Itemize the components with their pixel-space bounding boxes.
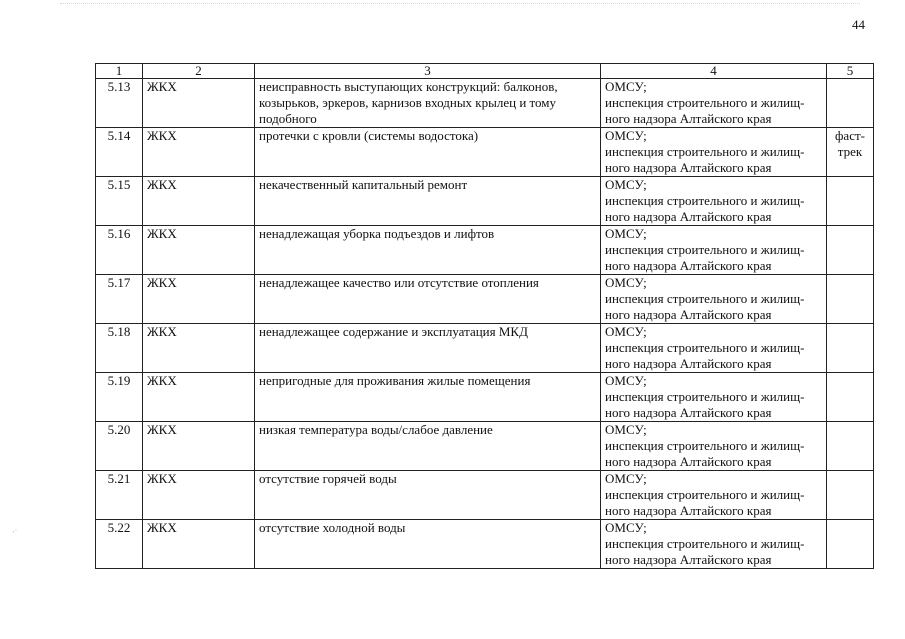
description-cell: ненадлежащая уборка подъездов и лифтов xyxy=(255,226,601,275)
table-row xyxy=(96,324,874,373)
row-number-cell: 5.14 xyxy=(96,128,143,177)
description-cell: непригодные для проживания жилые помещения xyxy=(255,373,601,422)
responsible-cell: ОМСУ; инспекция строительного и жилищ-ного надзора Алтайского края xyxy=(601,226,827,275)
description-cell: отсутствие холодной воды xyxy=(255,520,601,569)
row-number-cell: 5.13 xyxy=(96,79,143,128)
row-number-cell: 5.17 xyxy=(96,275,143,324)
responsible-cell: ОМСУ; инспекция строительного и жилищ-ного надзора Алтайского края xyxy=(601,422,827,471)
sphere-cell: ЖКХ xyxy=(143,520,255,569)
note-cell xyxy=(827,373,874,422)
row-number-cell: 5.18 xyxy=(96,324,143,373)
table-header-row xyxy=(96,64,874,79)
row-number-cell: 5.19 xyxy=(96,373,143,422)
note-cell xyxy=(827,79,874,128)
note-cell xyxy=(827,520,874,569)
sphere-cell: ЖКХ xyxy=(143,324,255,373)
header-col-2: 2 xyxy=(143,64,255,79)
note-cell xyxy=(827,324,874,373)
note-cell xyxy=(827,422,874,471)
responsible-cell: ОМСУ; инспекция строительного и жилищ-ного надзора Алтайского края xyxy=(601,275,827,324)
table-row xyxy=(96,128,874,177)
header-col-5: 5 xyxy=(827,64,874,79)
sphere-cell: ЖКХ xyxy=(143,422,255,471)
note-cell xyxy=(827,177,874,226)
description-cell: некачественный капитальный ремонт xyxy=(255,177,601,226)
table-row xyxy=(96,177,874,226)
row-number-cell: 5.21 xyxy=(96,471,143,520)
table-row xyxy=(96,520,874,569)
document-table xyxy=(95,63,874,569)
sphere-cell: ЖКХ xyxy=(143,79,255,128)
description-cell: неисправность выступающих конструкций: балконов, козырьков, эркеров, карнизов входных крылец и тому подобного xyxy=(255,79,601,128)
note-cell: фаст-трек xyxy=(827,128,874,177)
description-cell: ненадлежащее содержание и эксплуатация МКД xyxy=(255,324,601,373)
responsible-cell: ОМСУ; инспекция строительного и жилищ-ного надзора Алтайского края xyxy=(601,471,827,520)
sphere-cell: ЖКХ xyxy=(143,128,255,177)
scan-artifact-line xyxy=(60,3,860,4)
description-cell: протечки с кровли (системы водостока) xyxy=(255,128,601,177)
row-number-cell: 5.22 xyxy=(96,520,143,569)
table-row xyxy=(96,226,874,275)
responsible-cell: ОМСУ; инспекция строительного и жилищ-ного надзора Алтайского края xyxy=(601,79,827,128)
sphere-cell: ЖКХ xyxy=(143,226,255,275)
description-cell: отсутствие горячей воды xyxy=(255,471,601,520)
table-row xyxy=(96,373,874,422)
note-cell xyxy=(827,275,874,324)
scan-speck: ·˙ xyxy=(12,528,18,537)
page-number: 44 xyxy=(852,17,865,32)
responsible-cell: ОМСУ; инспекция строительного и жилищ-ного надзора Алтайского края xyxy=(601,128,827,177)
table-row xyxy=(96,422,874,471)
note-cell xyxy=(827,471,874,520)
sphere-cell: ЖКХ xyxy=(143,471,255,520)
header-col-1: 1 xyxy=(96,64,143,79)
header-col-3: 3 xyxy=(255,64,601,79)
header-col-4: 4 xyxy=(601,64,827,79)
row-number-cell: 5.16 xyxy=(96,226,143,275)
description-cell: ненадлежащее качество или отсутствие отопления xyxy=(255,275,601,324)
responsible-cell: ОМСУ; инспекция строительного и жилищ-ного надзора Алтайского края xyxy=(601,324,827,373)
note-cell xyxy=(827,226,874,275)
table-row xyxy=(96,79,874,128)
sphere-cell: ЖКХ xyxy=(143,177,255,226)
table-body xyxy=(96,64,874,569)
sphere-cell: ЖКХ xyxy=(143,373,255,422)
responsible-cell: ОМСУ; инспекция строительного и жилищ-ного надзора Алтайского края xyxy=(601,373,827,422)
sphere-cell: ЖКХ xyxy=(143,275,255,324)
responsible-cell: ОМСУ; инспекция строительного и жилищ-ного надзора Алтайского края xyxy=(601,520,827,569)
row-number-cell: 5.20 xyxy=(96,422,143,471)
table-row xyxy=(96,471,874,520)
responsible-cell: ОМСУ; инспекция строительного и жилищ-ного надзора Алтайского края xyxy=(601,177,827,226)
row-number-cell: 5.15 xyxy=(96,177,143,226)
description-cell: низкая температура воды/слабое давление xyxy=(255,422,601,471)
table-row xyxy=(96,275,874,324)
